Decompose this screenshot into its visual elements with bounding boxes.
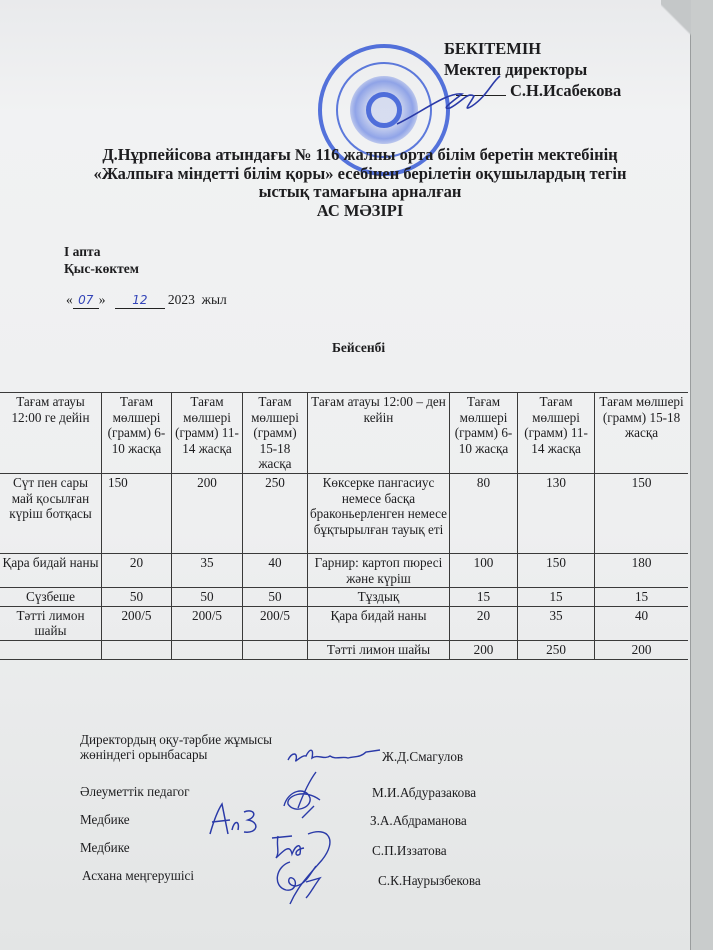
header-cell: Тағам мөлшері (грамм) 11-14 жасқа <box>518 393 595 474</box>
table-cell: Сүт пен сары май қосылған күріш ботқасы <box>0 473 101 553</box>
signer-name: З.А.Абдраманова <box>370 813 467 828</box>
table-row <box>0 588 688 607</box>
title-line-2: «Жалпыға міндетті білім қоры» есебінен берілетін оқушылардың тегін <box>93 163 627 183</box>
season-label: Қыс-көктем <box>64 261 139 276</box>
table-cell <box>101 640 171 659</box>
table-row <box>0 473 688 553</box>
date-line <box>66 292 227 309</box>
table-cell: 50 <box>243 588 308 607</box>
table-cell: Тәтті лимон шайы <box>0 606 101 640</box>
table-cell: Қара бидай наны <box>0 553 101 587</box>
table-cell: 15 <box>518 588 595 607</box>
table-cell: 40 <box>243 553 308 587</box>
week-info <box>64 243 139 277</box>
table-cell: 100 <box>450 553 518 587</box>
signer-role: Медбике <box>80 840 130 855</box>
signer-name: С.К.Наурызбекова <box>378 873 481 888</box>
menu-table <box>0 392 688 660</box>
signer-name: С.П.Иззатова <box>372 843 447 858</box>
approval-position: Мектеп директоры <box>444 60 588 79</box>
table-cell: 200/5 <box>101 606 171 640</box>
table-cell: 15 <box>450 588 518 607</box>
table-cell: 200 <box>595 640 688 659</box>
document-title <box>60 146 660 220</box>
table-cell: 200 <box>171 473 242 553</box>
table-cell: 130 <box>518 473 595 553</box>
table-row <box>0 553 688 587</box>
title-line-3: ыстық тамағына арналған <box>258 182 462 201</box>
table-cell: Қара бидай наны <box>307 606 449 640</box>
signature-abdurazakova-icon <box>274 768 334 828</box>
table-cell: 200/5 <box>171 606 242 640</box>
table-cell: 80 <box>450 473 518 553</box>
table-row <box>0 606 688 640</box>
table-cell: Көксерке пангасиус немесе басқа браконьерленген немесе бұқтырылған тауық еті <box>307 473 449 553</box>
title-line-1: Д.Нұрпейісова атындағы № 116 жалпы орта білім беретін мектебінің <box>102 145 618 164</box>
approval-heading: БЕКІТЕМІН <box>444 39 542 58</box>
header-cell: Тағам мөлшері (грамм) 6-10 жасқа <box>450 393 518 474</box>
table-cell: 15 <box>595 588 688 607</box>
table-cell: 200 <box>450 640 518 659</box>
table-cell: 20 <box>450 606 518 640</box>
header-cell: Тағам мөлшері (грамм) 6-10 жасқа <box>101 393 171 474</box>
header-cell: Тағам мөлшері (грамм) 15-18 жасқа <box>595 393 688 474</box>
quote-close: » <box>98 292 106 307</box>
signer-role: Медбике <box>80 812 130 827</box>
signer-role: Асхана меңгерушісі <box>82 868 195 883</box>
quote-open: « <box>66 292 73 307</box>
header-cell: Тағам мөлшері (грамм) 11-14 жасқа <box>171 393 242 474</box>
table-cell: Гарнир: картоп пюресі және күріш <box>307 553 449 587</box>
table-cell <box>171 640 242 659</box>
header-cell: Тағам мөлшері (грамм) 15-18 жасқа <box>243 393 308 474</box>
signer-role: Әлеуметтік педагог <box>80 784 190 799</box>
table-cell <box>243 640 308 659</box>
signer-name: М.И.Абдуразакова <box>372 785 477 800</box>
table-cell: Тұздық <box>307 588 449 607</box>
table-cell: 250 <box>518 640 595 659</box>
signer-name: Ж.Д.Смагулов <box>382 749 464 764</box>
table-cell: 35 <box>171 553 242 587</box>
header-cell: Тағам атауы 12:00 – ден кейін <box>307 393 449 474</box>
weekday-label: Бейсенбі <box>332 340 386 355</box>
date-suffix: жыл <box>201 292 227 307</box>
table-cell: 200/5 <box>243 606 308 640</box>
table-cell: 35 <box>518 606 595 640</box>
table-cell: 150 <box>518 553 595 587</box>
table-row <box>0 640 688 659</box>
week-label: І апта <box>64 244 101 259</box>
title-line-4: АС МӘЗІРІ <box>316 200 404 220</box>
signer-role: Директордың оқу-тәрбие жұмысы жөніндегі орынбасары <box>80 732 272 762</box>
table-cell: 150 <box>595 473 688 553</box>
table-cell: 150 <box>101 473 171 553</box>
date-day: 07 <box>78 293 94 307</box>
date-month: 12 <box>132 293 148 307</box>
signature-smagulov-icon <box>284 744 384 768</box>
table-cell: 40 <box>595 606 688 640</box>
table-header-row <box>0 393 688 474</box>
approval-name: С.Н.Исабекова <box>510 81 622 100</box>
table-cell: Сүзбеше <box>0 588 101 607</box>
signature-naurizbekova-icon <box>270 856 330 900</box>
table-cell <box>0 640 101 659</box>
signature-abdramanova-icon <box>204 800 264 840</box>
table-cell: 20 <box>101 553 171 587</box>
table-cell: Тәтті лимон шайы <box>307 640 449 659</box>
table-cell: 250 <box>243 473 308 553</box>
table-cell: 50 <box>101 588 171 607</box>
table-cell: 180 <box>595 553 688 587</box>
director-signature-icon <box>392 72 502 132</box>
page-corner <box>661 0 691 40</box>
header-cell: Тағам атауы 12:00 ге дейін <box>0 393 101 474</box>
table-cell: 50 <box>171 588 242 607</box>
date-year: 2023 <box>167 292 195 307</box>
